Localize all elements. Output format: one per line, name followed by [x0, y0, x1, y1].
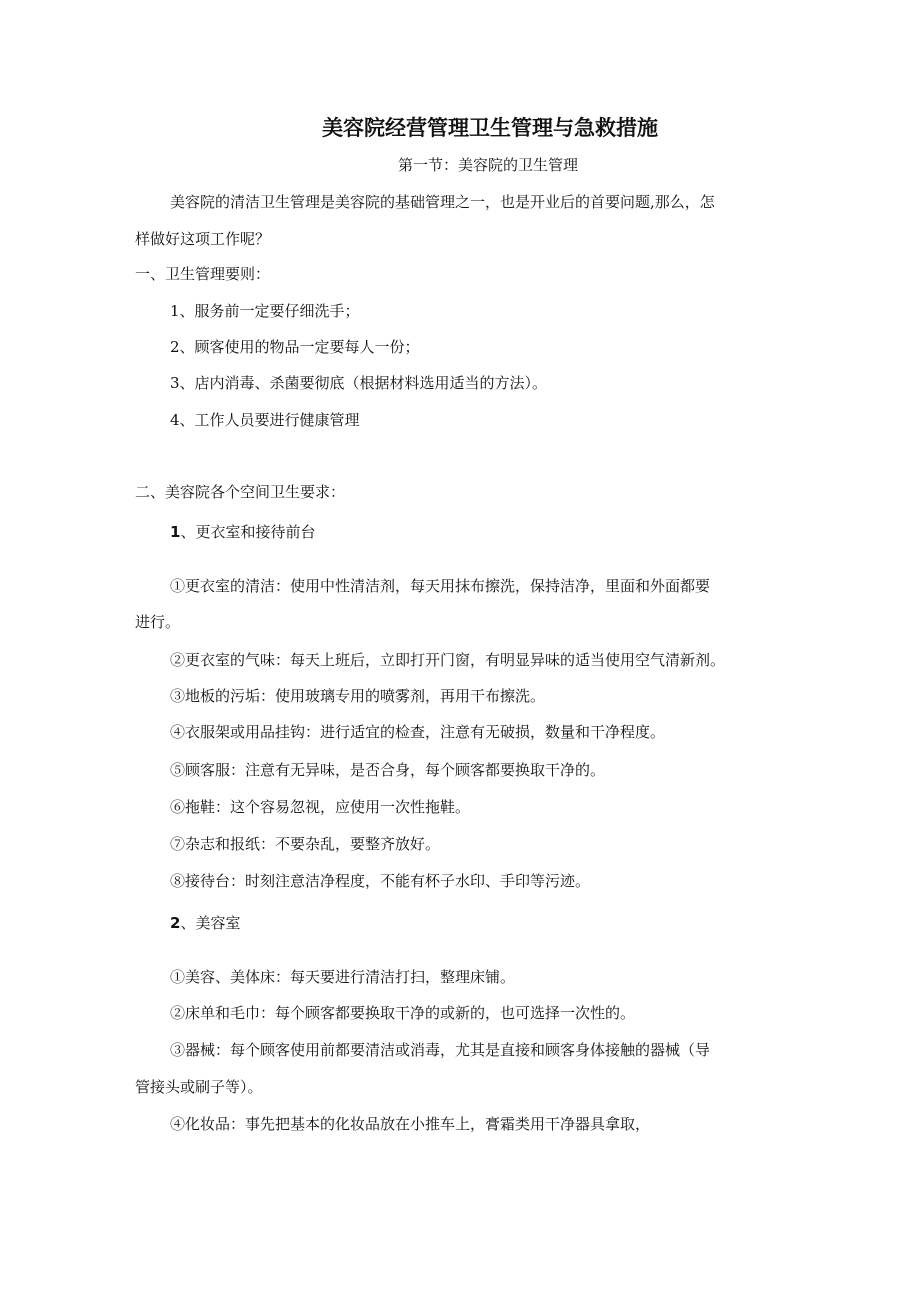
sub1-item-6: ⑥拖鞋：这个容易忽视，应使用一次性拖鞋。	[170, 798, 471, 816]
sub1-item-8: ⑧接待台：时刻注意洁净程度，不能有杯子水印、手印等污迹。	[170, 872, 591, 890]
sub2-label: 、美容室	[180, 914, 241, 932]
sub2-item-3a: ③器械：每个顾客使用前都要清洁或消毒，尤其是直接和顾客身体接触的器械（导	[170, 1041, 711, 1059]
sub1-item-3: ③地板的污垢：使用玻璃专用的喷雾剂，再用干布擦洗。	[170, 687, 546, 705]
sub1-item-2: ②更衣室的气味：每天上班后，立即打开门窗，有明显异味的适当使用空气清新剂。	[170, 651, 726, 669]
sub1-item-5: ⑤顾客服：注意有无异味，是否合身，每个顾客都要换取干净的。	[170, 761, 606, 779]
section1-item-2: 2、顾客使用的物品一定要每人一份；	[170, 338, 420, 356]
sub1-item-4: ④衣服架或用品挂钩：进行适宜的检查，注意有无破损，数量和干净程度。	[170, 723, 666, 741]
section1-item-3: 3、店内消毒、杀菌要彻底（根据材料选用适当的方法）。	[170, 374, 548, 392]
sub2-item-3b: 管接头或刷子等）。	[135, 1078, 263, 1096]
sub2-item-2: ②床单和毛巾：每个顾客都要换取干净的或新的，也可选择一次性的。	[170, 1004, 636, 1022]
intro-line-2: 样做好这项工作呢？	[135, 230, 271, 248]
page-title: 美容院经营管理卫生管理与急救措施	[322, 116, 658, 140]
section1-heading: 一、卫生管理要则：	[135, 265, 271, 283]
sub2-item-1: ①美容、美体床：每天要进行清洁打扫，整理床铺。	[170, 968, 516, 986]
section2-sub1-heading	[170, 522, 315, 542]
section2-sub2-heading	[170, 913, 240, 933]
sub1-item-1b: 进行。	[135, 613, 181, 631]
sub1-label: 、更衣室和接待前台	[180, 523, 316, 541]
section2-heading: 二、美容院各个空间卫生要求：	[135, 483, 346, 501]
section-subtitle: 第一节：美容院的卫生管理	[397, 156, 578, 174]
section1-item-1: 1、服务前一定要仔细洗手；	[170, 302, 360, 320]
sub1-item-1a: ①更衣室的清洁：使用中性清洁剂，每天用抹布擦洗，保持洁净，里面和外面都要	[170, 577, 711, 595]
sub1-number: 1	[170, 523, 181, 541]
sub2-number: 2	[170, 914, 181, 932]
sub1-item-7: ⑦杂志和报纸：不要杂乱，要整齐放好。	[170, 835, 441, 853]
intro-line-1: 美容院的清洁卫生管理是美容院的基础管理之一，也是开业后的首要问题,那么，怎	[170, 193, 715, 211]
sub2-item-4: ④化妆品：事先把基本的化妆品放在小推车上，膏霜类用干净器具拿取，	[170, 1115, 651, 1133]
section1-item-4: 4、工作人员要进行健康管理	[170, 411, 360, 429]
